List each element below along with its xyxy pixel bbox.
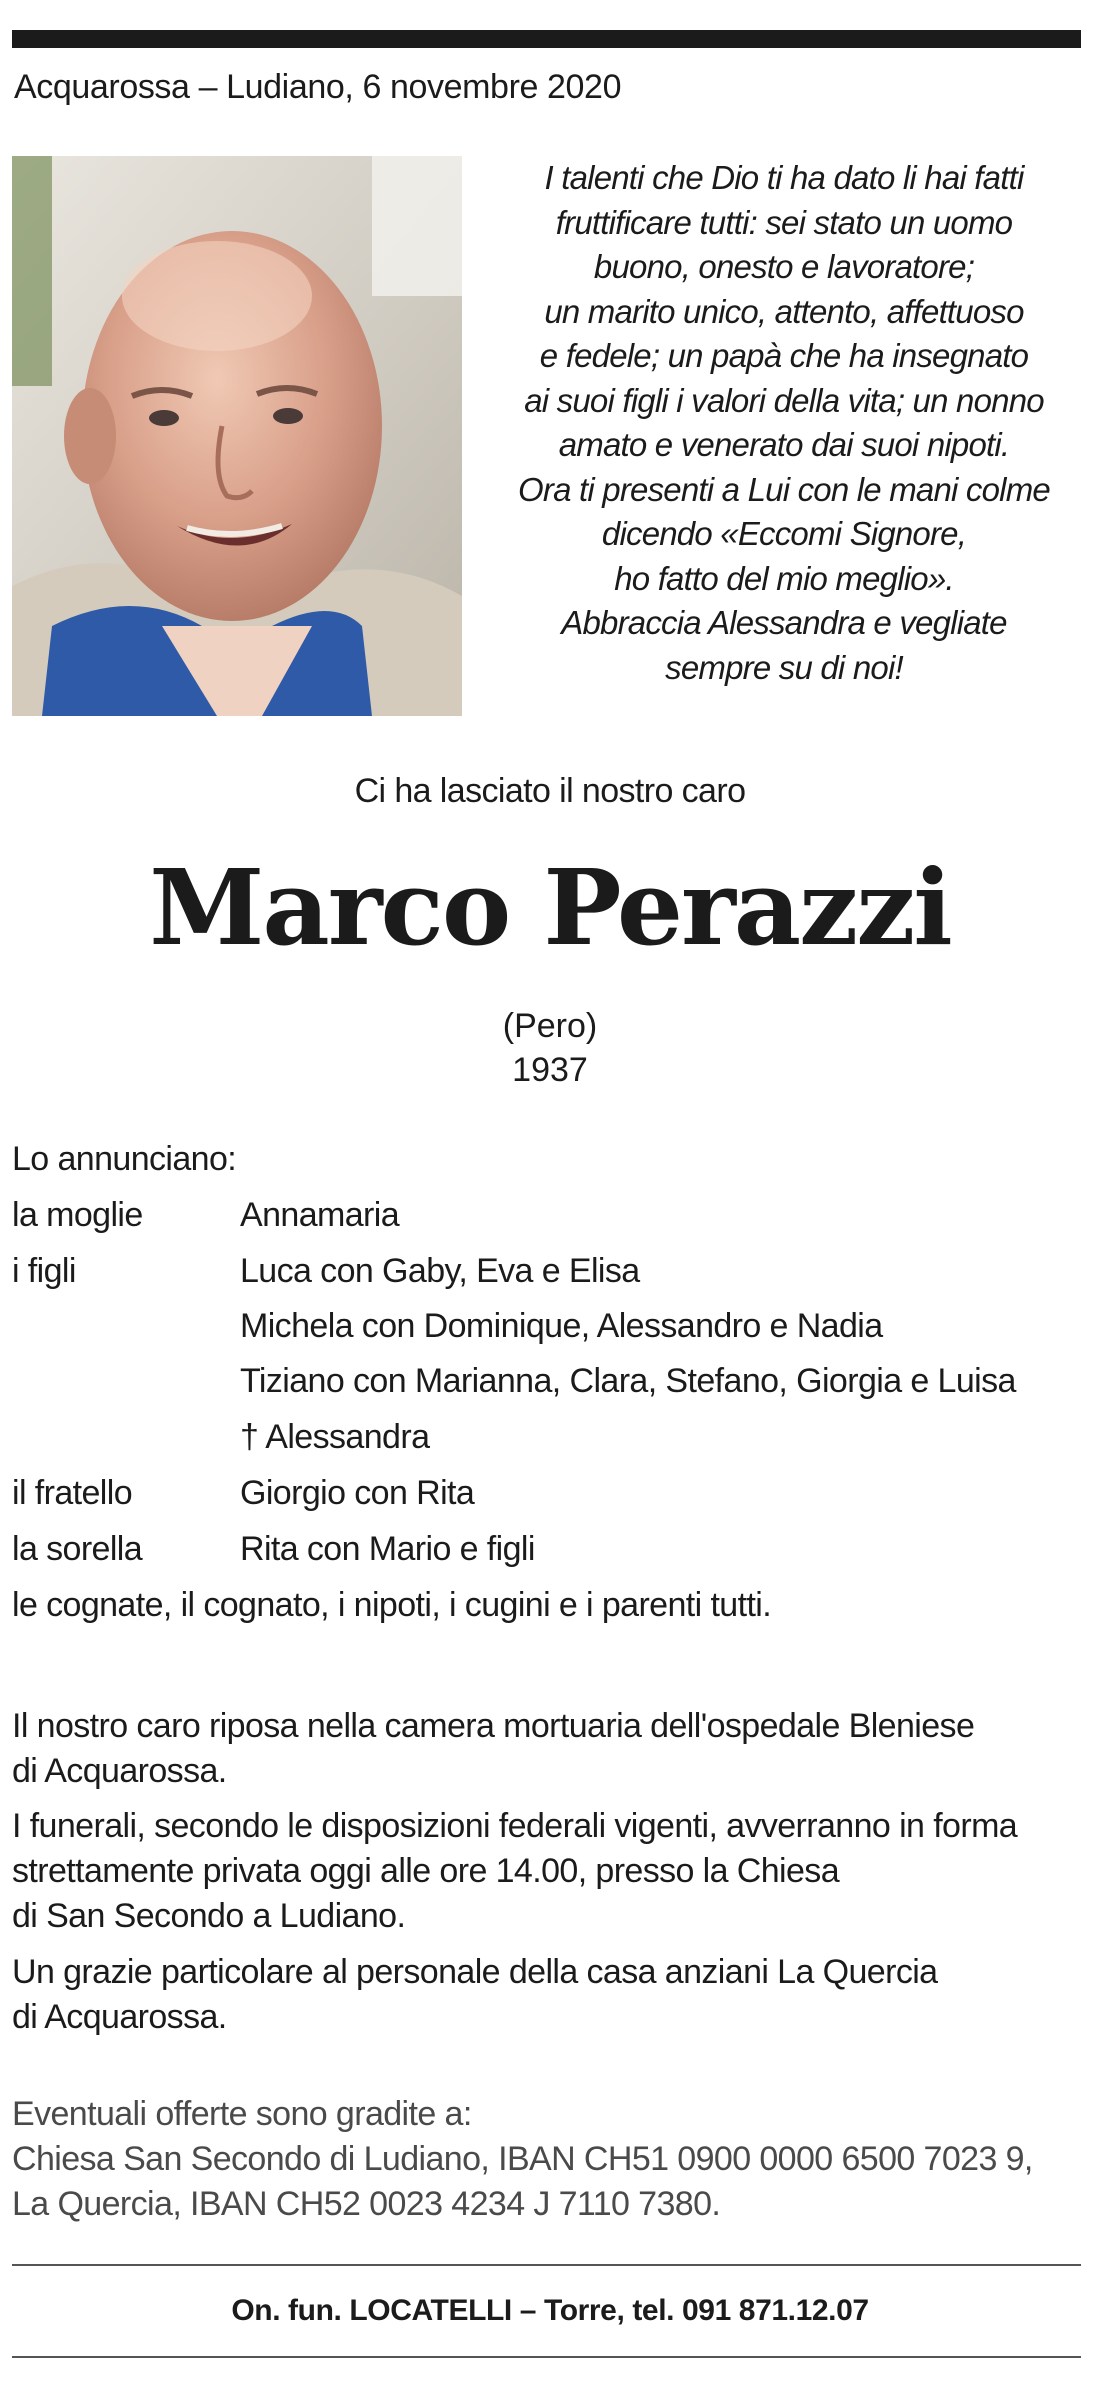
relative-names: Michela con Dominique, Alessandro e Nadia <box>240 1307 883 1345</box>
verse-line: sempre su di noi! <box>665 648 903 686</box>
relative-role: la moglie <box>12 1196 143 1234</box>
deceased-year: 1937 <box>512 1051 588 1089</box>
verse-line: Ora ti presenti a Lui con le mani colme <box>518 470 1050 508</box>
rest-notice <box>12 1704 1092 1794</box>
verse-line: amato e venerato dai suoi nipoti. <box>558 426 1010 463</box>
rest-notice-line: Il nostro caro riposa nella camera mortuaria dell'ospedale Bleniese <box>12 1707 975 1745</box>
intro-line: Ci ha lasciato il nostro caro <box>354 772 746 810</box>
dateline: Acquarossa – Ludiano, 6 novembre 2020 <box>14 68 622 106</box>
relative-names: Tiziano con Marianna, Clara, Stefano, Giorgia e Luisa <box>240 1362 1016 1400</box>
offers-line: La Quercia, IBAN CH52 0023 4234 J 7110 7380. <box>12 2185 721 2223</box>
relative-names: † Alessandra <box>240 1418 430 1456</box>
funeral-notice-line: di San Secondo a Ludiano. <box>12 1897 406 1935</box>
relative-role: la sorella <box>12 1530 143 1568</box>
funeral-notice <box>12 1804 1092 1939</box>
thanks-notice-line: Un grazie particolare al personale della casa anziani La Quercia <box>12 1953 938 1991</box>
funeral-home-footer: On. fun. LOCATELLI – Torre, tel. 091 871.12.07 <box>231 2294 869 2327</box>
verse-line: dicendo «Eccomi Signore, <box>601 515 967 552</box>
deceased-details <box>0 1004 1100 1092</box>
relative-names: Luca con Gaby, Eva e Elisa <box>240 1252 640 1290</box>
relatives-closing: le cognate, il cognato, i nipoti, i cugini e i parenti tutti. <box>12 1586 772 1624</box>
top-rule <box>12 30 1081 48</box>
thanks-notice <box>12 1950 1092 2040</box>
verse-line: ho fatto del mio meglio». <box>614 559 954 597</box>
verse-line: e fedele; un papà che ha insegnato <box>539 337 1029 374</box>
funeral-notice-line: I funerali, secondo le disposizioni federali vigenti, avverranno in forma <box>12 1807 1018 1845</box>
verse <box>478 156 1090 690</box>
portrait-photo <box>12 156 462 716</box>
offers-line: Chiesa San Secondo di Ludiano, IBAN CH51 0900 0000 6500 7023 9, <box>12 2140 1033 2178</box>
relative-role: i figli <box>12 1252 76 1290</box>
footer-top-rule <box>12 2264 1081 2266</box>
deceased-name: Marco Perazzi <box>149 846 951 969</box>
portrait-illustration <box>12 156 462 716</box>
thanks-notice-line: di Acquarossa. <box>12 1998 227 2036</box>
relative-names: Giorgio con Rita <box>240 1474 475 1512</box>
verse-line: I talenti che Dio ti ha dato li hai fatti <box>544 159 1024 196</box>
rest-notice-line: di Acquarossa. <box>12 1752 227 1790</box>
verse-line: ai suoi figli i valori della vita; un nonno <box>524 381 1044 419</box>
offers-notice <box>12 2092 1092 2227</box>
funeral-notice-line: strettamente privata oggi alle ore 14.00, presso la Chiesa <box>12 1852 840 1890</box>
relative-role: il fratello <box>12 1474 133 1512</box>
announcement-heading: Lo annunciano: <box>12 1140 237 1178</box>
verse-line: fruttificare tutti: sei stato un uomo <box>555 203 1013 241</box>
deceased-nickname: (Pero) <box>502 1007 598 1045</box>
relative-names: Annamaria <box>240 1196 400 1234</box>
offers-line: Eventuali offerte sono gradite a: <box>12 2095 472 2133</box>
verse-line: un marito unico, attento, affettuoso <box>544 292 1024 330</box>
verse-line: Abbraccia Alessandra e vegliate <box>561 604 1007 641</box>
relative-names: Rita con Mario e figli <box>240 1530 535 1568</box>
verse-line: buono, onesto e lavoratore; <box>593 248 975 285</box>
footer-bottom-rule <box>12 2356 1081 2358</box>
